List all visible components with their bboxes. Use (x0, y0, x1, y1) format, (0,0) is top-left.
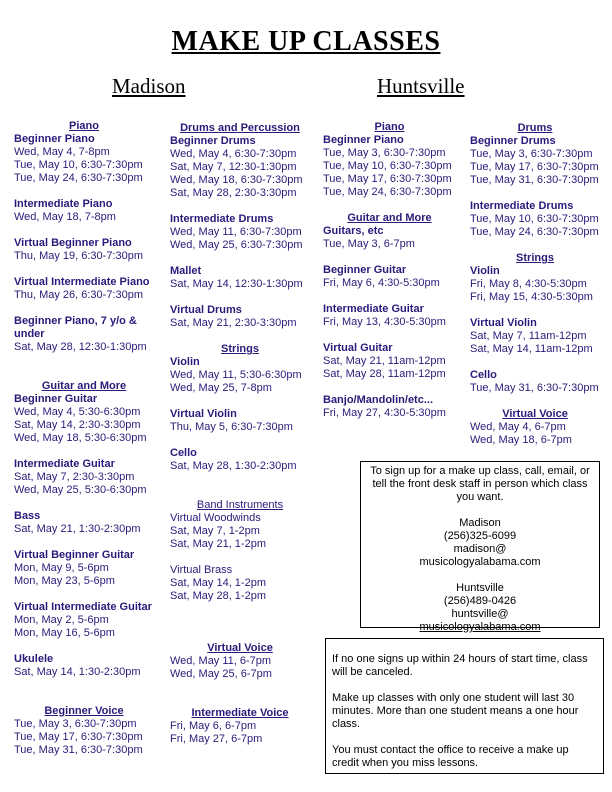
class-time: Wed, May 4, 5:30-6:30pm (14, 406, 141, 418)
policy-box (325, 638, 604, 774)
class-time: Tue, May 31, 6:30-7:30pm (470, 174, 599, 186)
class-time: Sat, May 14, 2:30-3:30pm (14, 419, 141, 431)
class-time: Tue, May 10, 6:30-7:30pm (470, 213, 599, 225)
spacer (470, 239, 600, 252)
class-time: Tue, May 24, 6:30-7:30pm (470, 226, 599, 238)
class-name: Virtual Beginner Piano (14, 237, 132, 249)
class-time: Sat, May 7, 2:30-3:30pm (14, 471, 135, 483)
class-name: Beginner Piano (14, 133, 95, 145)
huntsville-column-1 (323, 121, 456, 420)
class-time: Tue, May 3, 6-7pm (323, 238, 415, 250)
class-name: Cello (470, 369, 497, 381)
class-name: Beginner Drums (170, 135, 256, 147)
spacer (170, 681, 310, 707)
spacer (470, 395, 600, 408)
class-time: Mon, May 9, 5-6pm (14, 562, 109, 574)
signup-intro: To sign up for a make up class, call, email, or tell the front desk staff in person which class you want. (370, 465, 590, 503)
class-name: Intermediate Piano (14, 198, 113, 210)
section-heading: Strings (221, 343, 259, 355)
spacer (14, 536, 154, 549)
section-heading: Strings (516, 252, 554, 264)
spacer (470, 187, 600, 200)
class-time: Sat, May 21, 11am-12pm (323, 355, 446, 367)
class-time: Wed, May 11, 6:30-7:30pm (170, 226, 302, 238)
huntsville-heading: Huntsville (377, 74, 465, 98)
madison-column-2 (170, 122, 310, 746)
spacer (170, 629, 310, 642)
class-time: Sat, May 21, 1:30-2:30pm (14, 523, 141, 535)
section-heading: Drums (517, 122, 553, 134)
class-name: Beginner Piano (323, 134, 404, 146)
class-time: Tue, May 3, 6:30-7:30pm (470, 148, 593, 160)
class-time: Wed, May 18, 5:30-6:30pm (14, 432, 147, 444)
spacer (470, 304, 600, 317)
class-name: Beginner Guitar (323, 264, 407, 276)
spacer (323, 290, 456, 303)
spacer (14, 497, 154, 510)
class-time: Fri, May 6, 6-7pm (170, 720, 257, 732)
class-time: Tue, May 31, 6:30-7:30pm (14, 744, 143, 756)
spacer (323, 381, 456, 394)
spacer (170, 330, 310, 343)
class-name: Intermediate Drums (170, 213, 274, 225)
policy-duration-note: Make up classes with only one student will last 30 minutes. More than one student means a one hour class. (332, 692, 579, 730)
section-heading: Piano (374, 121, 405, 133)
class-name: Bass (14, 510, 41, 522)
class-time: Thu, May 26, 6:30-7:30pm (14, 289, 144, 301)
class-name: Virtual Violin (170, 408, 237, 420)
spacer (14, 302, 154, 315)
huntsville-contact-name: Huntsville (456, 582, 504, 594)
spacer (470, 356, 600, 369)
class-time: Wed, May 4, 6:30-7:30pm (170, 148, 297, 160)
spacer (170, 434, 310, 447)
class-time: Wed, May 25, 5:30-6:30pm (14, 484, 147, 496)
spacer (170, 551, 310, 564)
spacer (170, 200, 310, 213)
spacer (14, 224, 154, 237)
class-time: Tue, May 24, 6:30-7:30pm (323, 186, 452, 198)
class-time: Sat, May 14, 1-2pm (170, 577, 266, 589)
class-time: Tue, May 3, 6:30-7:30pm (14, 718, 137, 730)
spacer (170, 291, 310, 304)
section-heading: Virtual Voice (207, 642, 273, 654)
class-time: Tue, May 24, 6:30-7:30pm (14, 172, 143, 184)
class-name: Beginner Piano, 7 y/o & under (14, 315, 137, 340)
class-time: Sat, May 14, 1:30-2:30pm (14, 666, 141, 678)
spacer (14, 588, 154, 601)
spacer (14, 640, 154, 653)
spacer (14, 263, 154, 276)
class-time: Fri, May 13, 4:30-5:30pm (323, 316, 446, 328)
class-time: Tue, May 31, 6:30-7:30pm (470, 382, 599, 394)
class-time: Virtual Brass (170, 564, 233, 576)
section-heading: Drums and Percussion (180, 122, 300, 134)
class-time: Tue, May 17, 6:30-7:30pm (14, 731, 143, 743)
class-time: Fri, May 6, 4:30-5:30pm (323, 277, 440, 289)
class-time: Sat, May 7, 12:30-1:30pm (170, 161, 297, 173)
huntsville-email-user: huntsville@ (451, 608, 509, 620)
spacer (170, 473, 310, 499)
class-time: Wed, May 25, 6-7pm (170, 668, 272, 680)
huntsville-column-2 (470, 122, 600, 447)
spacer (323, 251, 456, 264)
class-time: Mon, May 16, 5-6pm (14, 627, 115, 639)
class-name: Ukulele (14, 653, 54, 665)
class-time: Thu, May 5, 6:30-7:30pm (170, 421, 293, 433)
class-time: Mon, May 23, 5-6pm (14, 575, 115, 587)
class-time: Sat, May 21, 2:30-3:30pm (170, 317, 297, 329)
huntsville-email-domain-link[interactable]: musicologyalabama.com (419, 621, 541, 633)
class-time: Sat, May 14, 12:30-1:30pm (170, 278, 303, 290)
class-time: Sat, May 21, 1-2pm (170, 538, 266, 550)
spacer (14, 354, 154, 380)
class-time: Fri, May 15, 4:30-5:30pm (470, 291, 593, 303)
class-name: Beginner Guitar (14, 393, 98, 405)
madison-heading: Madison (112, 74, 186, 98)
spacer (170, 395, 310, 408)
class-name: Violin (170, 356, 200, 368)
class-time: Tue, May 17, 6:30-7:30pm (323, 173, 452, 185)
class-time: Fri, May 27, 6-7pm (170, 733, 263, 745)
class-time: Tue, May 3, 6:30-7:30pm (323, 147, 446, 159)
class-time: Mon, May 2, 5-6pm (14, 614, 109, 626)
class-name: Mallet (170, 265, 202, 277)
class-name: Virtual Intermediate Guitar (14, 601, 152, 613)
madison-email-domain: musicologyalabama.com (419, 556, 541, 568)
class-time: Virtual Woodwinds (170, 512, 261, 524)
section-heading: Guitar and More (41, 380, 127, 392)
class-name: Intermediate Guitar (323, 303, 424, 315)
class-time: Wed, May 18, 6-7pm (470, 434, 572, 446)
class-time: Tue, May 10, 6:30-7:30pm (14, 159, 143, 171)
huntsville-phone: (256)489-0426 (443, 595, 517, 607)
madison-email-user: madison@ (453, 543, 507, 555)
class-time: Sat, May 28, 11am-12pm (323, 368, 446, 380)
section-heading: Intermediate Voice (191, 707, 289, 719)
policy-cancel-note: If no one signs up within 24 hours of start time, class will be canceled. (332, 653, 588, 678)
section-heading: Guitar and More (347, 212, 432, 224)
class-time: Sat, May 28, 12:30-1:30pm (14, 341, 147, 353)
class-name: Virtual Intermediate Piano (14, 276, 150, 288)
class-time: Sat, May 28, 2:30-3:30pm (170, 187, 297, 199)
class-name: Banjo/Mandolin/etc... (323, 394, 434, 406)
section-heading: Beginner Voice (44, 705, 124, 717)
policy-credit-note: You must contact the office to receive a make up credit when you miss lessons. (332, 744, 569, 769)
spacer (14, 679, 154, 705)
spacer (170, 252, 310, 265)
section-heading: Band Instruments (196, 499, 284, 511)
spacer (14, 185, 154, 198)
spacer (14, 445, 154, 458)
class-name: Beginner Drums (470, 135, 556, 147)
class-time: Wed, May 18, 7-8pm (14, 211, 116, 223)
signup-info-box (360, 461, 600, 633)
class-name: Virtual Beginner Guitar (14, 549, 135, 561)
class-name: Virtual Drums (170, 304, 242, 316)
class-name: Virtual Guitar (323, 342, 393, 354)
class-time: Wed, May 11, 6-7pm (170, 655, 272, 667)
class-time: Wed, May 4, 6-7pm (470, 421, 566, 433)
class-name: Guitars, etc (323, 225, 384, 237)
class-time: Tue, May 10, 6:30-7:30pm (323, 160, 452, 172)
class-time: Sat, May 28, 1-2pm (170, 590, 266, 602)
spacer (323, 199, 456, 212)
class-time: Wed, May 25, 6:30-7:30pm (170, 239, 303, 251)
class-time: Sat, May 14, 11am-12pm (470, 343, 593, 355)
madison-phone: (256)325-6099 (443, 530, 517, 542)
spacer (170, 603, 310, 629)
section-heading: Virtual Voice (502, 408, 568, 420)
spacer (323, 329, 456, 342)
class-name: Intermediate Drums (470, 200, 574, 212)
class-time: Wed, May 25, 7-8pm (170, 382, 272, 394)
class-time: Fri, May 8, 4:30-5:30pm (470, 278, 587, 290)
class-name: Violin (470, 265, 500, 277)
class-time: Wed, May 4, 7-8pm (14, 146, 110, 158)
madison-column-1 (14, 120, 154, 757)
class-time: Sat, May 28, 1:30-2:30pm (170, 460, 297, 472)
class-time: Fri, May 27, 4:30-5:30pm (323, 407, 446, 419)
class-time: Wed, May 18, 6:30-7:30pm (170, 174, 303, 186)
page-title: MAKE UP CLASSES (171, 26, 441, 57)
class-time: Sat, May 7, 1-2pm (170, 525, 260, 537)
madison-contact-name: Madison (459, 517, 501, 529)
section-heading: Piano (69, 120, 99, 132)
class-time: Wed, May 11, 5:30-6:30pm (170, 369, 302, 381)
class-time: Sat, May 7, 11am-12pm (470, 330, 587, 342)
class-name: Intermediate Guitar (14, 458, 115, 470)
class-time: Tue, May 17, 6:30-7:30pm (470, 161, 599, 173)
class-time: Thu, May 19, 6:30-7:30pm (14, 250, 144, 262)
class-name: Cello (170, 447, 197, 459)
class-name: Virtual Violin (470, 317, 537, 329)
